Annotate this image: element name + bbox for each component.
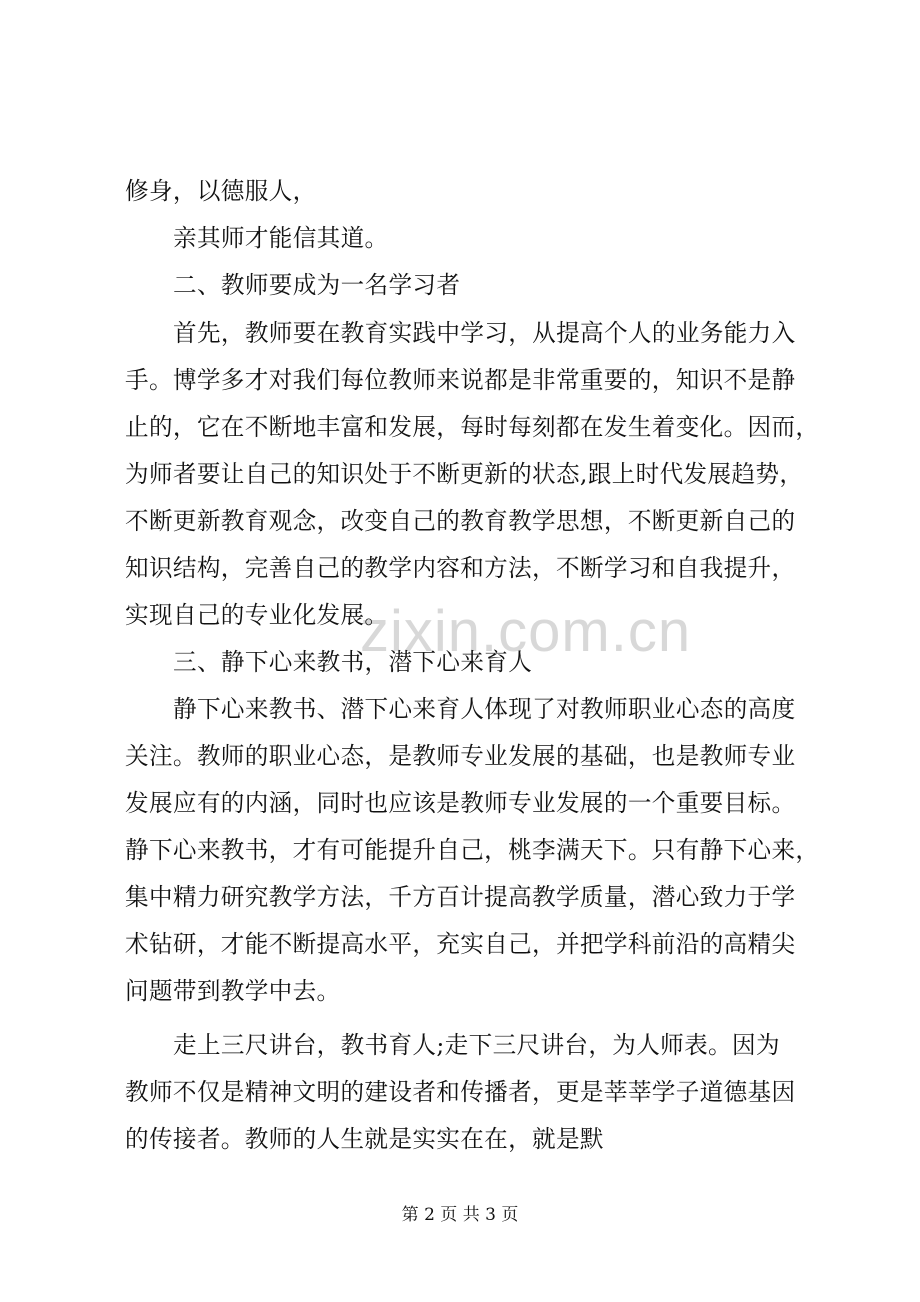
watermark: zixin.com.cn: [360, 599, 692, 664]
section-heading: 二、教师要成为一名学习者: [173, 271, 461, 299]
text-line: 问题带到教学中去。: [125, 977, 341, 1005]
text-line: 走上三尺讲台，教书育人;走下三尺讲台，为人师表。因为: [173, 1031, 780, 1059]
text-line: 手。博学多才对我们每位教师来说都是非常重要的，知识不是静: [125, 366, 796, 394]
text-line: 静下心来教书，才有可能提升自己，桃李满天下。只有静下心来，: [125, 836, 820, 864]
text-line: 不断更新教育观念，改变自己的教育教学思想，不断更新自己的: [125, 507, 796, 535]
text-line: 修身，以德服人，: [125, 177, 317, 205]
text-line: 止的，它在不断地丰富和发展，每时每刻都在发生着变化。因而，: [125, 413, 820, 441]
text-line: 实现自己的专业化发展。: [125, 601, 389, 629]
text-line: 教师不仅是精神文明的建设者和传播者，更是莘莘学子道德基因: [125, 1078, 796, 1106]
section-heading: 三、静下心来教书，潜下心来育人: [173, 648, 533, 676]
text-line: 术钻研，才能不断提高水平，充实自己，并把学科前沿的高精尖: [125, 930, 796, 958]
text-line: 关注。教师的职业心态，是教师专业发展的基础，也是教师专业: [125, 742, 796, 770]
text-line: 集中精力研究教学方法，千方百计提高教学质量，潜心致力于学: [125, 883, 796, 911]
text-line: 首先，教师要在教育实践中学习，从提高个人的业务能力入: [173, 319, 796, 347]
page-number-footer: 第 2 页 共 3 页: [401, 1205, 519, 1225]
text-line: 静下心来教书、潜下心来育人体现了对教师职业心态的高度: [173, 695, 796, 723]
text-line: 知识结构，完善自己的教学内容和方法，不断学习和自我提升，: [125, 554, 796, 582]
text-line: 的传接者。教师的人生就是实实在在，就是默: [125, 1125, 604, 1153]
text-line: 为师者要让自己的知识处于不断更新的状态,跟上时代发展趋势，: [125, 460, 804, 488]
text-line: 亲其师才能信其道。: [173, 224, 389, 252]
text-line: 发展应有的内涵，同时也应该是教师专业发展的一个重要目标。: [125, 789, 796, 817]
